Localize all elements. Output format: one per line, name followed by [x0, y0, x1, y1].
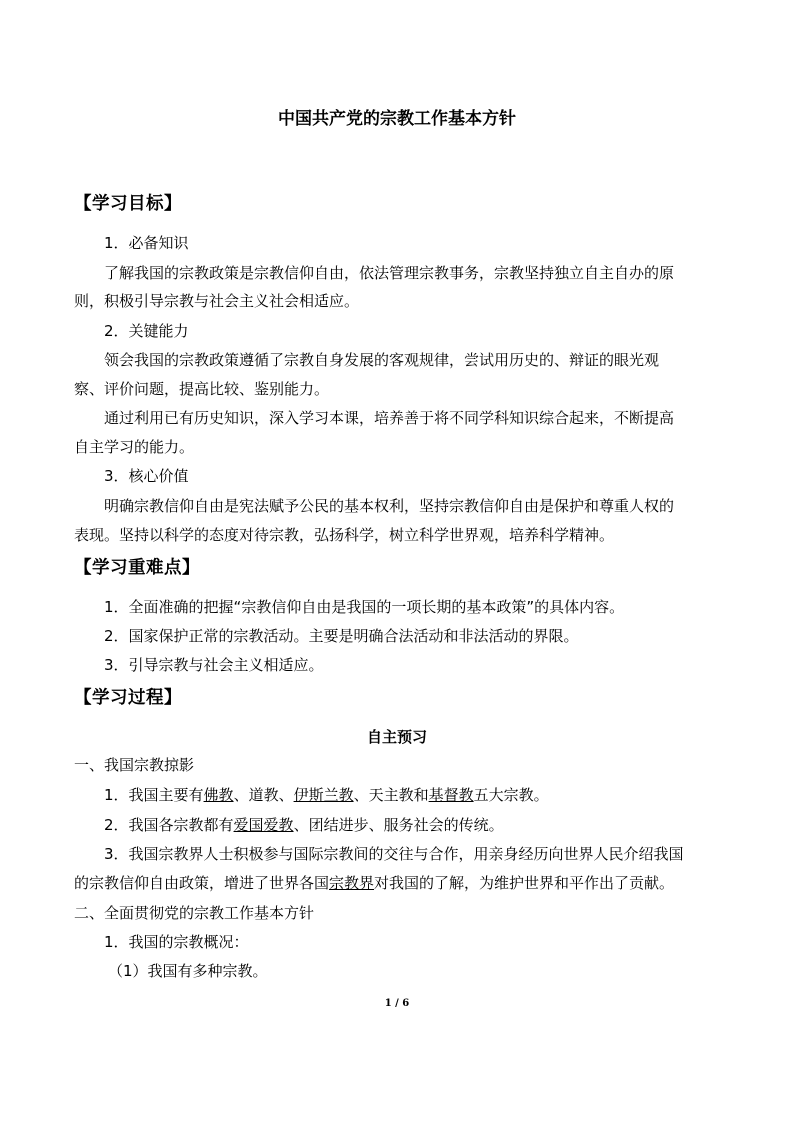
key-item-3: 3．引导宗教与社会主义相适应。 — [104, 656, 324, 674]
p2-text-pre: 2．我国各宗教都有 — [104, 816, 234, 834]
goal2-text-c: 通过利用已有历史知识，深入学习本课，培养善于将不同学科知识综合起来，不断提高 — [104, 409, 675, 427]
preview-title: 自主预习 — [366, 728, 427, 746]
goal1-text-b: 则，积极引导宗教与社会主义社会相适应。 — [74, 292, 360, 310]
part1-item-3b — [74, 872, 724, 893]
part1-item-3a: 3．我国宗教界人士积极参与国际宗教间的交往与合作，用亲身经历向世界人民介绍我国 — [104, 845, 684, 863]
process-heading: 【学习过程】 — [74, 688, 182, 708]
p1-text-mid2: 、天主教和 — [353, 786, 429, 804]
part2-heading: 二、全面贯彻党的宗教工作基本方针 — [74, 904, 315, 922]
p1-blank-buddhism: 佛教 — [203, 786, 234, 804]
p1-blank-islam: 伊斯兰教 — [293, 786, 354, 804]
p1-text-post: 五大宗教。 — [473, 786, 549, 804]
key-heading: 【学习重难点】 — [74, 558, 200, 578]
page-number: 1 / 6 — [384, 998, 410, 1009]
p3-blank-religious-circles: 宗教界 — [329, 874, 375, 892]
goal3-label: 3．核心价值 — [104, 467, 189, 485]
page-title: 中国共产党的宗教工作基本方针 — [278, 109, 516, 129]
part1-heading: 一、我国宗教掠影 — [74, 756, 195, 774]
p1-text-mid1: 、道教、 — [233, 786, 294, 804]
goal1-text-a: 了解我国的宗教政策是宗教信仰自由，依法管理宗教事务，宗教坚持独立自主自办的原 — [104, 264, 675, 282]
goal2-text-b: 察、评价问题，提高比较、鉴别能力。 — [74, 380, 330, 398]
part2-item-1-sub: （1）我国有多种宗教。 — [108, 962, 268, 980]
part2-item-1: 1．我国的宗教概况： — [104, 933, 249, 951]
p3-text-post: 对我国的了解，为维护世界和平作出了贡献。 — [374, 874, 675, 892]
goal3-text-a: 明确宗教信仰自由是宪法赋予公民的基本权利，坚持宗教信仰自由是保护和尊重人权的 — [104, 497, 675, 515]
p2-text-post: 、团结进步、服务社会的传统。 — [293, 816, 504, 834]
part1-item-1 — [104, 784, 754, 805]
goals-heading: 【学习目标】 — [74, 194, 182, 214]
goal2-text-a: 领会我国的宗教政策遵循了宗教自身发展的客观规律，尝试用历史的、辩证的眼光观 — [104, 351, 660, 369]
part1-item-2 — [104, 814, 754, 835]
goal2-label: 2．关键能力 — [104, 322, 189, 340]
key-item-2: 2．国家保护正常的宗教活动。主要是明确合法活动和非法活动的界限。 — [104, 627, 579, 645]
p3-text-pre: 的宗教信仰自由政策，增进了世界各国 — [74, 874, 330, 892]
p1-blank-christianity: 基督教 — [428, 786, 474, 804]
p1-text-pre: 1．我国主要有 — [104, 786, 204, 804]
goal1-label: 1．必备知识 — [104, 234, 189, 252]
goal2-text-d: 自主学习的能力。 — [74, 438, 195, 456]
goal3-text-b: 表现。坚持以科学的态度对待宗教，弘扬科学，树立科学世界观，培养科学精神。 — [74, 526, 615, 544]
key-item-1: 1．全面准确的把握“宗教信仰自由是我国的一项长期的基本政策”的具体内容。 — [104, 598, 625, 616]
p2-blank-patriotism: 爱国爱教 — [233, 816, 294, 834]
